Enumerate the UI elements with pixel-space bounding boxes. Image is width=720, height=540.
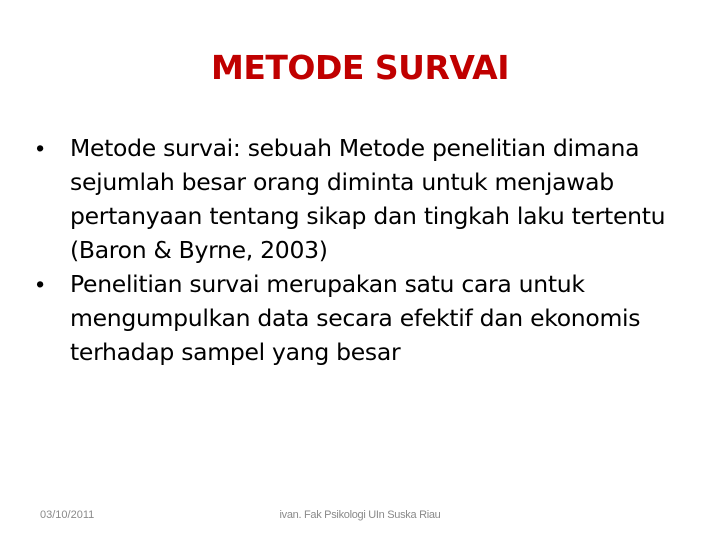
bullet-list (36, 131, 696, 369)
bullet-marker: • (36, 135, 44, 161)
bullet-text: Metode survai: sebuah Metode penelitian dimana sejumlah besar orang diminta untuk menjawab pertanyaan tentang sikap dan tingkah laku tertentu (Baron & Byrne, 2003) (70, 134, 666, 264)
footer-date: 03/10/2011 (40, 509, 95, 521)
bullet-text: Penelitian survai merupakan satu cara untuk mengumpulkan data secara efektif dan ekonomis terhadap sampel yang besar (70, 270, 641, 366)
bullet-item (36, 131, 696, 267)
bullet-item (36, 267, 696, 369)
footer-author: ivan. Fak Psikologi UIn Suska Riau (279, 509, 441, 521)
bullet-marker: • (36, 271, 44, 297)
slide-title: METODE SURVAI (211, 48, 509, 87)
